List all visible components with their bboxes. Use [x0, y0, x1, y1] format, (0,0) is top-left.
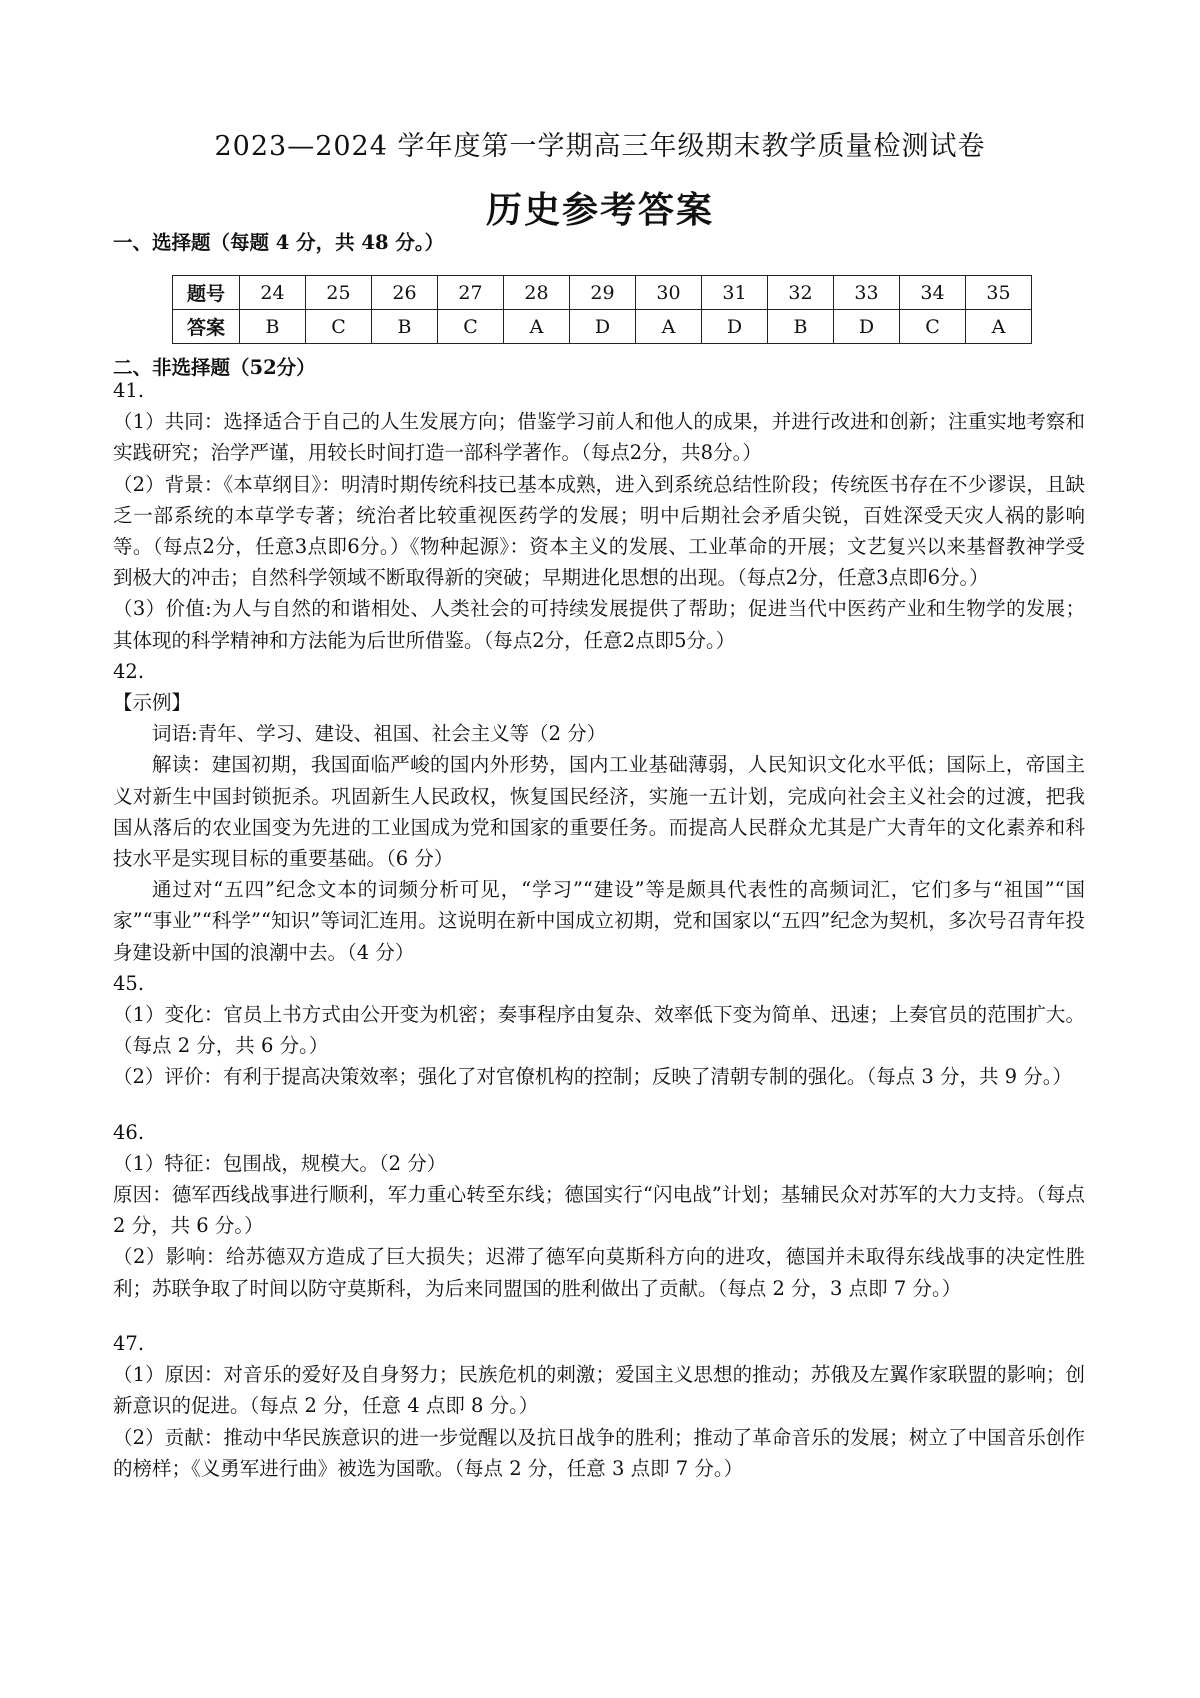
section-2-heading: 二、非选择题（52分）	[113, 356, 316, 379]
answer-key-title: 历史参考答案	[485, 189, 714, 231]
answer-42-interpretation: 解读：建国初期，我国面临严峻的国内外形势，国内工业基础薄弱，人民知识文化水平低；国际上，帝国主义对新生中国封锁扼杀。巩固新生人民政权，恢复国民经济，实施一五计划，完成向社会主义社会的过渡，把我国从落后的农业国变为先进的工业国成为党和国家的重要任务。而提高人民群众尤其是广大青年的文化素养和科技水平是实现目标的重要基础。（6 分）	[113, 753, 1085, 871]
answer-cell: C	[900, 310, 966, 344]
non-choice-answers	[113, 375, 1085, 1484]
question-number: 29	[570, 276, 636, 310]
answer-46-part-1: （1）特征：包围战，规模大。（2 分）	[113, 1151, 447, 1175]
answer-41-part-2: （2）背景：《本草纲目》：明清时期传统科技已基本成熟，进入到系统总结性阶段；传统医书存在不少谬误，且缺乏一部系统的本草学专著；统治者比较重视医药学的发展；明中后期社会矛盾尖锐，百姓深受天灾人祸的影响等。（每点2分，任意3点即6分。）《物种起源》：资本主义的发展、工业革命的开展；文艺复兴以来基督教神学受到极大的冲击；自然科学领域不断取得新的突破；早期进化思想的出现。（每点2分，任意3点即6分。）	[113, 472, 1085, 590]
spacer	[113, 1304, 1085, 1328]
answer-cell: C	[306, 310, 372, 344]
exam-title: 2023—2024 学年度第一学期高三年级期末教学质量检测试卷	[214, 131, 986, 162]
answer-cell: A	[966, 310, 1032, 344]
answer-cell: A	[504, 310, 570, 344]
question-number: 32	[768, 276, 834, 310]
question-number-45: 45.	[113, 971, 145, 995]
answer-cell: B	[240, 310, 306, 344]
answer-46-reasons: 原因：德军西线战事进行顺利，军力重心转至东线；德国实行“闪电战”计划；基辅民众对苏军的大力支持。（每点 2 分，共 6 分。）	[113, 1183, 1085, 1238]
question-number-46: 46.	[113, 1120, 145, 1144]
answer-cell: A	[636, 310, 702, 344]
example-label: 【示例】	[113, 691, 192, 715]
answer-row	[173, 310, 1032, 344]
question-number: 31	[702, 276, 768, 310]
question-number-42: 42.	[113, 659, 145, 683]
answer-47-part-2: （2）贡献：推动中华民族意识的进一步觉醒以及抗日战争的胜利；推动了革命音乐的发展；树立了中国音乐创作的榜样；《义勇军进行曲》被选为国歌。（每点 2 分，任意 3 点即 7 分。）	[113, 1425, 1085, 1480]
question-number: 35	[966, 276, 1032, 310]
question-number: 34	[900, 276, 966, 310]
answer-cell: B	[768, 310, 834, 344]
question-number: 33	[834, 276, 900, 310]
answer-45-part-1: （1）变化：官员上书方式由公开变为机密；奏事程序由复杂、效率低下变为简单、迅速；上奏官员的范围扩大。（每点 2 分，共 6 分。）	[113, 1003, 1085, 1058]
answer-41-part-3: （3）价值:为人与自然的和谐相处、人类社会的可持续发展提供了帮助；促进当代中医药产业和生物学的发展；其体现的科学精神和方法能为后世所借鉴。（每点2分，任意2点即5分。）	[113, 597, 1085, 652]
question-number: 28	[504, 276, 570, 310]
row-label: 题号	[173, 276, 240, 310]
answer-47-part-1: （1）原因：对音乐的爱好及自身努力；民族危机的刺激；爱国主义思想的推动；苏俄及左翼作家联盟的影响；创新意识的促进。（每点 2 分，任意 4 点即 8 分。）	[113, 1363, 1085, 1418]
answer-cell: C	[438, 310, 504, 344]
answer-cell: D	[834, 310, 900, 344]
question-number: 27	[438, 276, 504, 310]
answer-42-keywords: 词语:青年、学习、建设、祖国、社会主义等（2 分）	[152, 722, 607, 746]
question-number: 25	[306, 276, 372, 310]
answer-cell: D	[702, 310, 768, 344]
row-label: 答案	[173, 310, 240, 344]
question-number: 24	[240, 276, 306, 310]
answer-cell: D	[570, 310, 636, 344]
question-number: 30	[636, 276, 702, 310]
question-number-row	[173, 276, 1032, 310]
multiple-choice-answer-table	[172, 275, 1032, 344]
answer-41-part-1: （1）共同：选择适合于自己的人生发展方向；借鉴学习前人和他人的成果，并进行改进和创新；注重实地考察和实践研究；治学严谨，用较长时间打造一部科学著作。（每点2分，共8分。）	[113, 410, 1085, 465]
question-number: 26	[372, 276, 438, 310]
spacer	[113, 1093, 1085, 1117]
answer-42-analysis: 通过对“五四”纪念文本的词频分析可见，“学习”“建设”等是颇具代表性的高频词汇，它们多与“祖国”“国家”“事业”“科学”“知识”等词汇连用。这说明在新中国成立初期，党和国家以“五四”纪念为契机，多次号召青年投身建设新中国的浪潮中去。（4 分）	[113, 878, 1085, 964]
section-1-heading: 一、选择题（每题 4 分，共 48 分。）	[113, 231, 445, 254]
answer-46-part-2: （2）影响：给苏德双方造成了巨大损失；迟滞了德军向莫斯科方向的进攻，德国并未取得东线战事的决定性胜利；苏联争取了时间以防守莫斯科，为后来同盟国的胜利做出了贡献。（每点 2 分，3 点即 7 分。）	[113, 1245, 1085, 1300]
answer-45-part-2: （2）评价：有利于提高决策效率；强化了对官僚机构的控制；反映了清朝专制的强化。（每点 3 分，共 9 分。）	[113, 1065, 1073, 1089]
question-number-41: 41.	[113, 379, 145, 402]
question-number-47: 47.	[113, 1331, 145, 1355]
answer-cell: B	[372, 310, 438, 344]
